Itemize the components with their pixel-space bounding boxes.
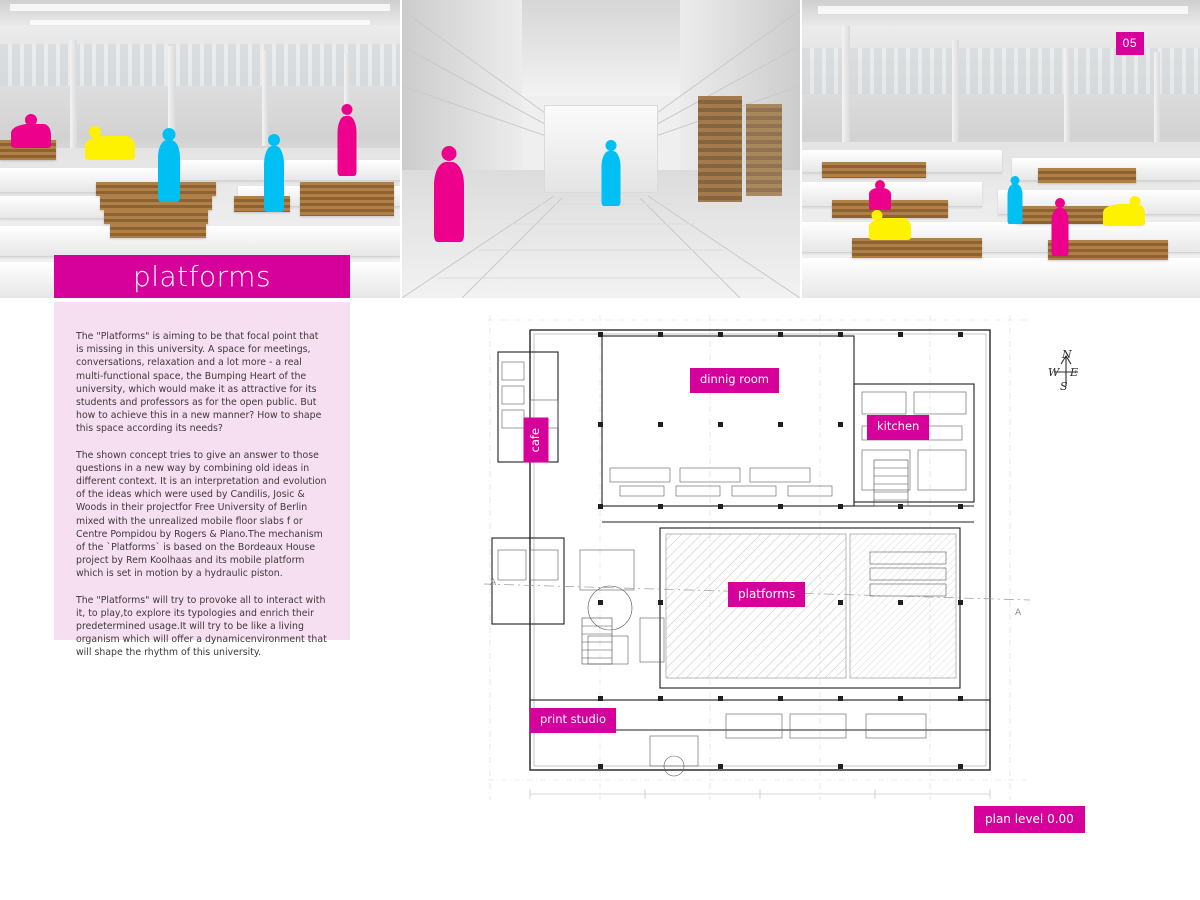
ceiling-light-strip [30,20,370,25]
description-paragraph-3: The "Platforms" will try to provoke all to interact with it, to play,to explore its typologies and enrich their predetermined usage.It will try to be like a living organism which will offer a dynamicenvironment that will shape the rhythm of this university. [76,594,327,659]
figure-silhouette [262,134,286,212]
compass-south-label: S [1060,380,1068,393]
timber-stack [852,238,982,258]
timber-stack [110,224,206,238]
ceiling-light-strip [10,4,390,11]
timber-stack [104,210,208,224]
figure-silhouette [868,180,892,210]
figure-silhouette [868,210,912,240]
figure-silhouette [1050,198,1070,256]
timber-screen [698,96,742,202]
figure-silhouette [600,140,622,206]
compass-west-label: W [1048,366,1060,379]
plan-label-cafe: cafe [524,418,549,463]
figure-silhouette [156,128,182,202]
column [842,26,850,156]
timber-stack [300,182,394,216]
page-title-bar [54,255,350,298]
column [1064,48,1070,148]
column [262,50,268,146]
compass-east-label: E [1070,366,1079,379]
timber-stack [1038,168,1136,183]
figure-silhouette [84,126,136,160]
plan-label-dinning-room: dinnig room [690,368,779,393]
section-mark-right: A [1015,608,1022,618]
figure-silhouette [432,146,466,242]
plan-label-platforms: platforms [728,582,805,607]
rendering-middle [402,0,800,298]
plan-label-level: plan level 0.00 [974,806,1085,833]
ceiling-light-strip [818,6,1188,14]
rendering-left [0,0,400,298]
figure-silhouette [336,104,358,176]
window-band-left [0,44,400,86]
floor-plan [470,300,1170,860]
description-panel [54,302,350,659]
timber-screen [746,104,782,196]
column [1154,52,1160,144]
column [70,40,77,160]
platform-slab [180,160,400,181]
section-mark-left: A [490,578,497,588]
page-title: platforms [132,260,272,293]
timber-stack [822,162,926,178]
description-paragraph-2: The shown concept tries to give an answer to those questions in a new way by combining old ideas in different context. It is an interpretation and evolution of the ideas which were used by Candilis, Josic & Woods in their projectfor Free University of Berlin mixed with the unrealized mobile floor slabs f or Centre Pompidou by Rogers & Piano.The mechanism of the `Platforms` is based on the Bordeaux House project by Rem Koolhaas and its mobile platform which is set in motion by a hydraulic piston. [76,449,327,580]
plan-label-print-studio: print studio [530,708,616,733]
plan-label-kitchen: kitchen [867,415,929,440]
compass-rose [1046,350,1086,396]
figure-silhouette [1006,176,1024,224]
description-paragraph-1: The "Platforms" is aiming to be that focal point that is missing in this university. A space for meetings, conversations, relaxation and a lot more - a real multi-functional space, the Bumping Heart of the university, which would make it as attractive for its students and professors as for the open public. But how to achieve this in a new manner? How to shape this space according its needs? [76,331,322,435]
renderings-strip [0,0,1200,298]
column [952,40,959,152]
figure-silhouette [1102,196,1146,226]
compass-north-label: N [1062,348,1072,361]
figure-silhouette [10,114,52,148]
page-number-badge: 05 [1116,32,1144,55]
platform-slab [802,258,1200,298]
